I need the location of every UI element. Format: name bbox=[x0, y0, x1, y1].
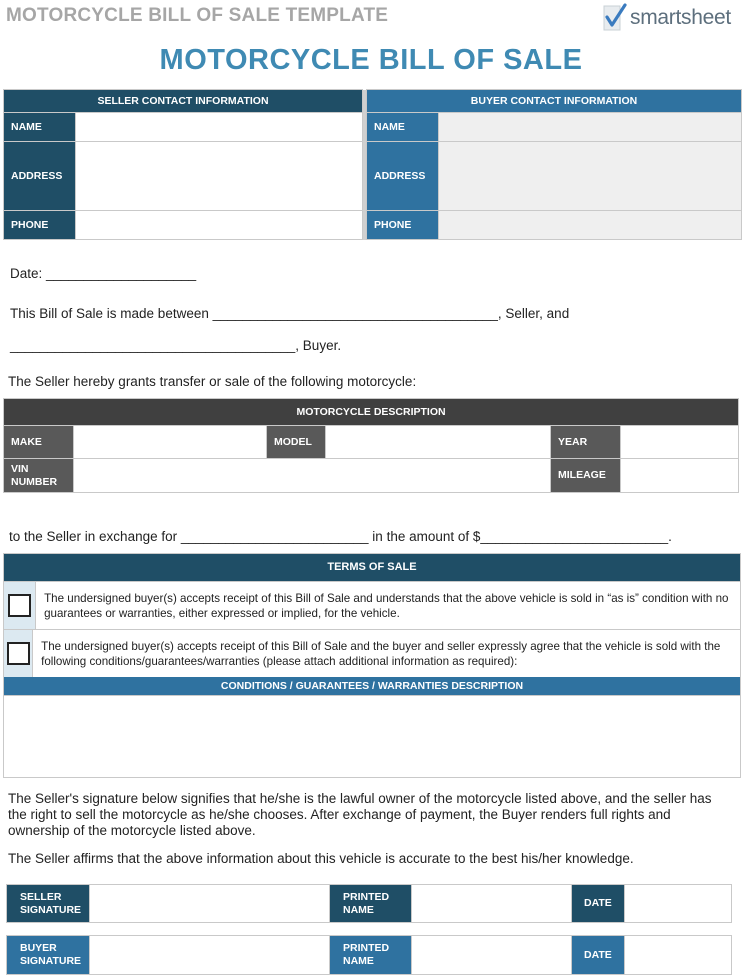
template-title: MOTORCYCLE BILL OF SALE TEMPLATE bbox=[6, 5, 389, 26]
conditions-field[interactable] bbox=[4, 695, 740, 777]
seller-name-field[interactable] bbox=[76, 113, 363, 142]
buyer-printed-name-label: PRINTED NAME bbox=[330, 936, 412, 975]
vin-field[interactable] bbox=[74, 459, 551, 493]
smartsheet-logo-icon bbox=[603, 3, 629, 33]
buyer-phone-field[interactable] bbox=[439, 211, 742, 240]
date-line[interactable]: Date: ____________________ bbox=[10, 266, 197, 281]
seller-date-field[interactable] bbox=[625, 885, 732, 923]
buyer-signature-label: BUYER SIGNATURE bbox=[7, 936, 90, 975]
terms-item bbox=[4, 581, 740, 629]
seller-phone-label: PHONE bbox=[4, 211, 76, 240]
seller-phone-field[interactable] bbox=[76, 211, 363, 240]
seller-header: SELLER CONTACT INFORMATION bbox=[4, 90, 363, 113]
buyer-signature-field[interactable] bbox=[90, 936, 330, 975]
conditions-header: CONDITIONS / GUARANTEES / WARRANTIES DESCRIPTION bbox=[4, 677, 740, 695]
buyer-name-field[interactable] bbox=[439, 113, 742, 142]
buyer-address-field[interactable] bbox=[439, 142, 742, 211]
seller-signature-label: SELLER SIGNATURE bbox=[7, 885, 90, 923]
seller-name-label: NAME bbox=[4, 113, 76, 142]
terms-header: TERMS OF SALE bbox=[4, 554, 740, 581]
mileage-label: MILEAGE bbox=[551, 459, 621, 493]
conditions-checkbox[interactable] bbox=[7, 642, 30, 665]
seller-signature-table bbox=[6, 884, 732, 923]
affirmation-paragraph: The Seller affirms that the above information about this vehicle is accurate to the best his/her knowledge. bbox=[8, 851, 634, 866]
description-header: MOTORCYCLE DESCRIPTION bbox=[4, 399, 739, 426]
seller-date-label: DATE bbox=[572, 885, 625, 923]
seller-printed-name-label: PRINTED NAME bbox=[330, 885, 412, 923]
ownership-paragraph: The Seller's signature below signifies that he/she is the lawful owner of the motorcycle listed above, and the seller has the right to sell the motorcycle as he/she chooses. After exchange of payment, the Buyer renders full rights and ownership of the motorcycle listed above. bbox=[8, 791, 712, 838]
buyer-name-label: NAME bbox=[367, 113, 439, 142]
seller-printed-name-field[interactable] bbox=[412, 885, 572, 923]
buyer-date-label: DATE bbox=[572, 936, 625, 975]
buyer-phone-label: PHONE bbox=[367, 211, 439, 240]
page-title: MOTORCYCLE BILL OF SALE bbox=[159, 44, 583, 76]
buyer-printed-name-field[interactable] bbox=[412, 936, 572, 975]
terms-text: The undersigned buyer(s) accepts receipt of this Bill of Sale and the buyer and seller expressly agree that the vehicle is sold with the following conditions/guarantees/warranties (please attach additional information as required): bbox=[41, 640, 721, 668]
logo-text: smartsheet bbox=[630, 6, 731, 29]
contact-table bbox=[3, 89, 742, 240]
logo bbox=[603, 2, 741, 34]
vin-label: VIN NUMBER bbox=[4, 459, 74, 493]
as-is-checkbox[interactable] bbox=[8, 594, 31, 617]
buyer-line[interactable]: ______________________________________, Buyer. bbox=[10, 338, 342, 353]
buyer-header: BUYER CONTACT INFORMATION bbox=[367, 90, 742, 113]
buyer-date-field[interactable] bbox=[625, 936, 732, 975]
year-field[interactable] bbox=[621, 426, 739, 459]
grant-line: The Seller hereby grants transfer or sale of the following motorcycle: bbox=[8, 374, 417, 389]
seller-address-field[interactable] bbox=[76, 142, 363, 211]
seller-address-label: ADDRESS bbox=[4, 142, 76, 211]
mileage-field[interactable] bbox=[621, 459, 739, 493]
model-label: MODEL bbox=[267, 426, 326, 459]
exchange-line[interactable]: to the Seller in exchange for _________________________ in the amount of $_________________________. bbox=[9, 529, 672, 544]
seller-signature-field[interactable] bbox=[90, 885, 330, 923]
buyer-signature-table bbox=[6, 935, 732, 975]
terms-section bbox=[3, 553, 741, 778]
terms-item bbox=[4, 629, 740, 677]
make-field[interactable] bbox=[74, 426, 267, 459]
buyer-address-label: ADDRESS bbox=[367, 142, 439, 211]
terms-text: The undersigned buyer(s) accepts receipt of this Bill of Sale and understands that the above vehicle is sold in “as is” condition with no guarantees or warranties, either expressed or implied, for the vehicle. bbox=[44, 592, 729, 620]
model-field[interactable] bbox=[326, 426, 551, 459]
checkbox-cell bbox=[4, 582, 36, 629]
description-table bbox=[3, 398, 739, 493]
between-line[interactable]: This Bill of Sale is made between ______________________________________, Seller, and bbox=[10, 306, 570, 321]
make-label: MAKE bbox=[4, 426, 74, 459]
year-label: YEAR bbox=[551, 426, 621, 459]
checkbox-cell bbox=[4, 630, 33, 677]
